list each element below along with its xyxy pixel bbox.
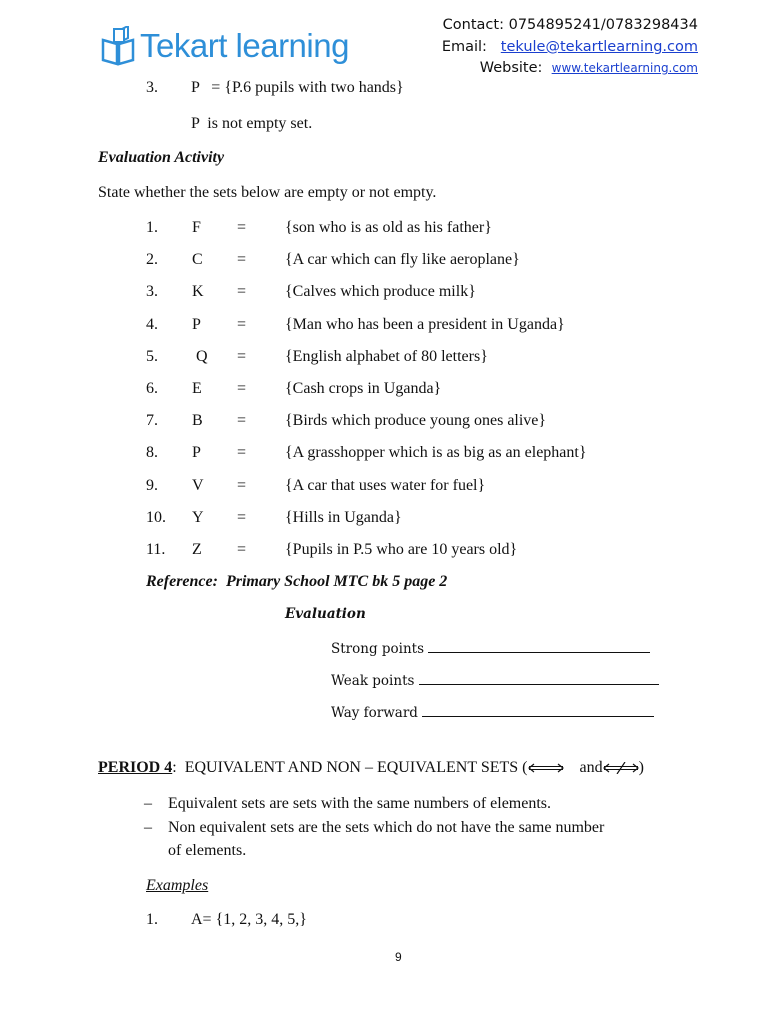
logo-text: Tekart learning [140,27,349,64]
item-set-description: {son who is as old as his father} [285,219,492,236]
item-set-letter: Q [196,348,208,365]
item-set-letter: Y [192,509,204,526]
item-number: 4. [146,316,158,333]
item-set-letter: P [192,444,201,461]
item-number: 1. [146,219,158,236]
period-label: PERIOD 4 [98,759,173,776]
item-number: 10. [146,509,166,526]
item-number: 6. [146,380,158,397]
item-number: 9. [146,477,158,494]
bullet-item-1 [144,792,152,815]
logo [100,26,349,66]
activity-title: Evaluation Activity [98,149,225,166]
bullet-dash: – [144,795,152,812]
item-equals: = [237,283,247,300]
item-set-letter: C [192,251,203,268]
item-set-description: {A car that uses water for fuel} [285,477,486,494]
item-number: 5. [146,348,158,365]
item-set-description: {Cash crops in Uganda} [285,380,442,397]
email-link[interactable]: tekule@tekartlearning.com [500,39,698,55]
example-number: 1. [146,911,158,928]
weak-points-label: Weak points [331,673,415,689]
item-equals: = [237,348,247,365]
reference: Reference: Primary School MTC bk 5 page 2 [146,573,448,590]
period-and: and [579,759,603,776]
item-set-description: {A car which can fly like aeroplane} [285,251,520,268]
way-forward-row [331,702,654,721]
period-heading [98,758,644,778]
item-set-description: {Man who has been a president in Uganda} [285,316,565,333]
item-equals: = [237,316,247,333]
item-set-letter: P [192,316,201,333]
non-equivalent-arrow-icon [603,762,639,774]
contact-label: Contact: [442,17,504,33]
item-equals: = [237,412,247,429]
item-set-description: {English alphabet of 80 letters} [285,348,488,365]
item-equals: = [237,541,247,558]
item-set-description: {Pupils in P.5 who are 10 years old} [285,541,518,558]
bullet-dash: – [144,819,152,836]
evaluation-title: Evaluation [285,606,366,622]
examples-title: Examples [146,877,209,894]
period-title: EQUIVALENT AND NON – EQUIVALENT SETS ( [184,759,528,776]
item-number: 11. [146,541,166,558]
intro-number: 3. [146,79,158,96]
item-set-description: {Birds which produce young ones alive} [285,412,547,429]
bullet-item-2 [144,816,152,839]
bullet-text-2-continued: of elements. [168,842,247,859]
item-equals: = [237,509,247,526]
item-set-letter: V [192,477,204,494]
strong-points-field[interactable] [428,638,650,653]
period-colon: : [172,759,177,776]
item-set-letter: E [192,380,202,397]
item-equals: = [237,477,247,494]
item-set-letter: K [192,283,204,300]
weak-points-field[interactable] [419,670,659,685]
period-close: ) [638,759,644,776]
item-set-description: {Calves which produce milk} [285,283,476,300]
item-number: 7. [146,412,158,429]
weak-points-row [331,670,659,689]
way-forward-field[interactable] [422,702,654,717]
page-number: 9 [395,950,402,964]
item-number: 3. [146,283,158,300]
item-set-description: {Hills in Uganda} [285,509,402,526]
equivalent-arrow-icon [528,762,564,774]
example-expression: A= {1, 2, 3, 4, 5,} [191,911,307,928]
item-equals: = [237,219,247,236]
item-number: 8. [146,444,158,461]
website-line [480,58,698,78]
email-line [442,37,698,57]
book-logo-icon [100,26,136,66]
item-equals: = [237,380,247,397]
item-set-description: {A grasshopper which is as big as an elephant} [285,444,587,461]
item-equals: = [237,444,247,461]
item-set-letter: Z [192,541,202,558]
item-equals: = [237,251,247,268]
intro-statement: P is not empty set. [191,115,313,132]
item-set-letter: B [192,412,203,429]
website-label: Website: [479,60,543,76]
contact-phone: 0754895241/0783298434 [508,17,698,33]
bullet-text-2: Non equivalent sets are the sets which do not have the same number [168,819,605,836]
item-set-letter: F [192,219,201,236]
activity-instruction: State whether the sets below are empty or not empty. [98,184,437,201]
website-link[interactable]: www.tekartlearning.com [551,61,698,75]
way-forward-label: Way forward [331,705,418,721]
item-number: 2. [146,251,158,268]
email-label: Email: [441,39,487,55]
contact-line [443,15,698,35]
bullet-text-1: Equivalent sets are sets with the same numbers of elements. [168,795,552,812]
strong-points-label: Strong points [331,641,425,657]
intro-expression: P = {P.6 pupils with two hands} [191,79,404,96]
strong-points-row [331,638,650,657]
